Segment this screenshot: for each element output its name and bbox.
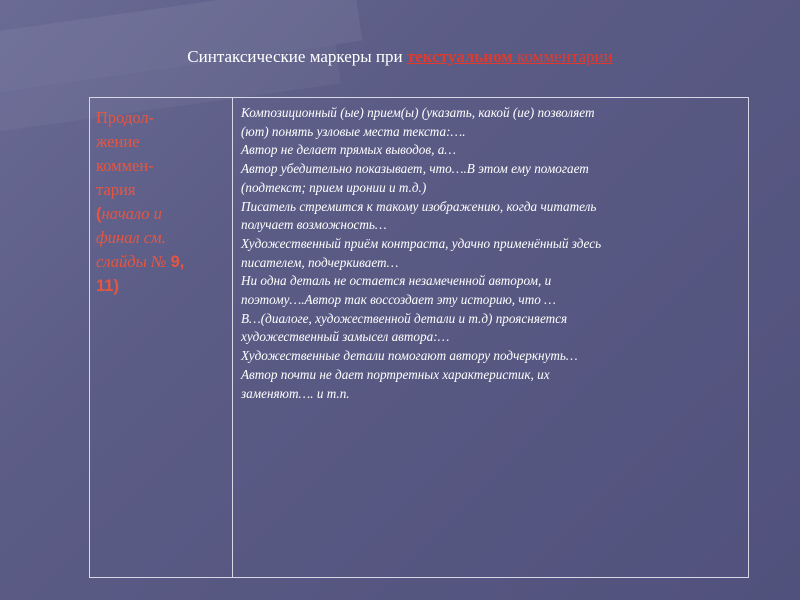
marker-line: Композиционный (ые) прием(ы) (указать, какой (ие) позволяет [241, 105, 595, 120]
slides-last: 11) [96, 277, 119, 295]
note-line: начало и [101, 204, 162, 223]
marker-line: (подтекст; прием иронии и т.д.) [241, 179, 427, 195]
marker-line: Автор убедительно показывает, что….В этом ему помогает [241, 161, 589, 177]
marker-line: поэтому….Автор так воссоздает эту историю, что … [241, 292, 556, 308]
left-note-line [96, 202, 226, 226]
note-open-paren: ( [96, 205, 102, 223]
marker-line: получает возможность… [241, 217, 387, 233]
note-line: финал см. [96, 228, 166, 247]
left-line: жение [96, 132, 140, 151]
title-accent: текстуальном [406, 47, 518, 66]
marker-line: (ют) понять узловые места текста:…. [241, 123, 466, 139]
marker-line: Писатель стремится к такому изображению, когда читатель [241, 198, 597, 214]
left-cell [90, 98, 233, 577]
markers-table [89, 97, 749, 578]
left-line: Продол- [96, 108, 155, 127]
marker-line: Ни одна деталь не остается незамеченной автором, и [241, 273, 552, 289]
marker-line: Автор не делает прямых выводов, а… [241, 142, 457, 158]
marker-line: Художественные детали помогают автору подчеркнуть… [241, 348, 578, 364]
title-prefix: Синтаксические маркеры при [187, 47, 407, 66]
marker-line: Автор почти не дает портретных характеристик, их [241, 366, 550, 382]
right-cell [233, 98, 748, 577]
marker-line: художественный замысел автора:… [241, 329, 450, 345]
marker-line: писателем, подчеркивает… [241, 254, 399, 270]
slide-title [0, 47, 800, 67]
left-line: коммен- [96, 156, 154, 175]
title-accent-2: комментарии [517, 47, 613, 66]
marker-line: Художественный приём контраста, удачно применённый здесь [241, 235, 602, 251]
left-line: тария [96, 180, 136, 199]
slides-text: слайды № [96, 252, 171, 271]
marker-line: заменяют…. и т.п. [241, 385, 350, 401]
marker-line: В…(диалоге, художественной детали и т.д) проясняется [241, 310, 568, 326]
slides-numbers: 9, [170, 253, 185, 271]
slides-ref [96, 250, 226, 274]
